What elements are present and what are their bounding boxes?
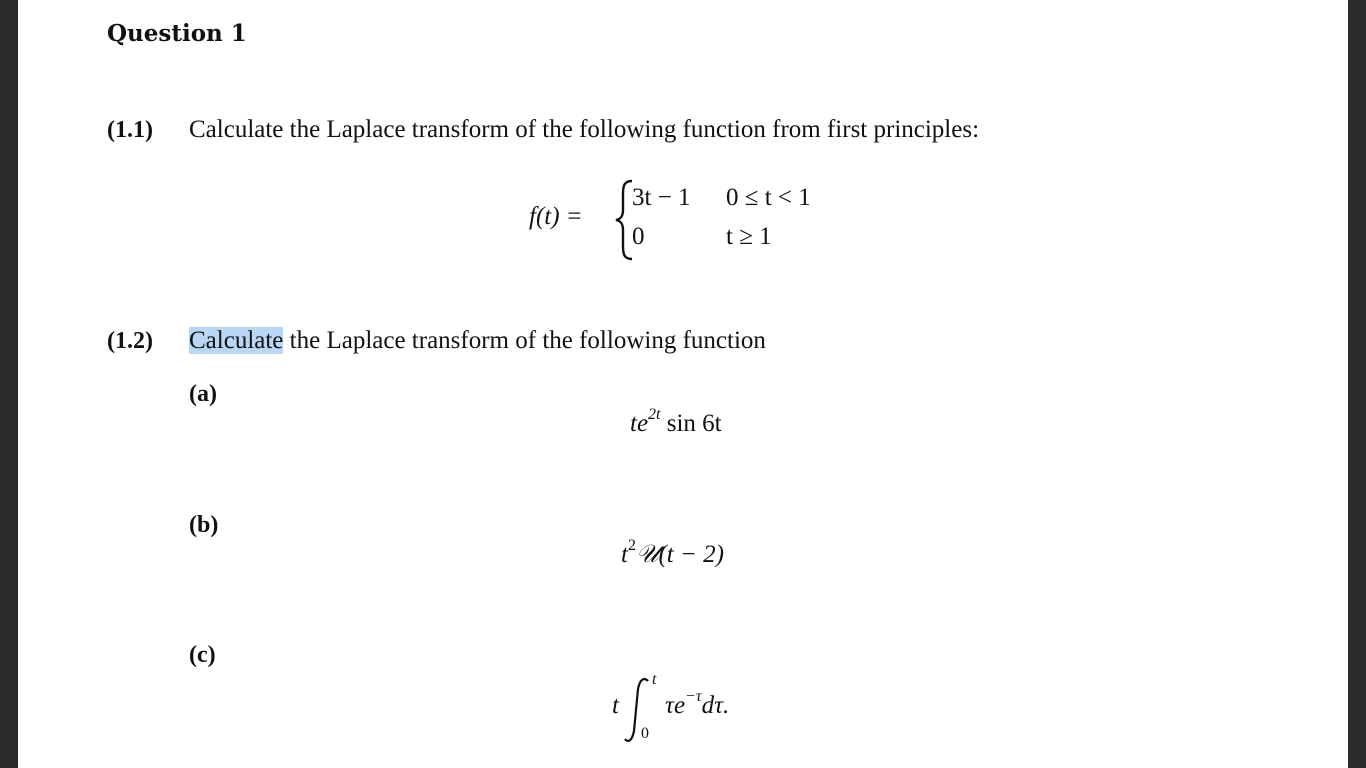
piecewise-lhs: f(t) = <box>529 203 583 230</box>
expression-a: $te^{2t}$ sin 6t <box>630 406 722 437</box>
integral-upper-limit: t <box>652 671 657 688</box>
question-text-rest: the Laplace transform of the following function <box>283 327 766 354</box>
part-label-c: (c) <box>189 642 216 668</box>
document-page <box>18 0 1348 768</box>
case-expression-2: 0 <box>632 223 645 250</box>
expression-b: $t^2𝒰(t - 2)$ <box>621 537 724 568</box>
question-text-1-2 <box>189 327 766 355</box>
part-label-a: (a) <box>189 381 217 407</box>
case-expression-1: 3t − 1 <box>632 184 691 211</box>
highlighted-text: Calculate <box>189 327 284 354</box>
question-number-1-1: (1.1) <box>107 117 153 143</box>
expression-c-prefix: t <box>612 692 619 719</box>
case-condition-2: t ≥ 1 <box>726 223 772 250</box>
question-heading: Question 1 <box>107 20 247 47</box>
question-number-1-2: (1.2) <box>107 328 153 354</box>
integral-lower-limit: 0 <box>641 725 649 742</box>
case-condition-1: 0 ≤ t < 1 <box>726 184 811 211</box>
question-text-1-1: Calculate the Laplace transform of the following function from first principles: <box>189 116 980 143</box>
integrand: $\tau e^{-\tau}d\tau$. <box>665 688 730 719</box>
part-label-b: (b) <box>189 512 219 538</box>
